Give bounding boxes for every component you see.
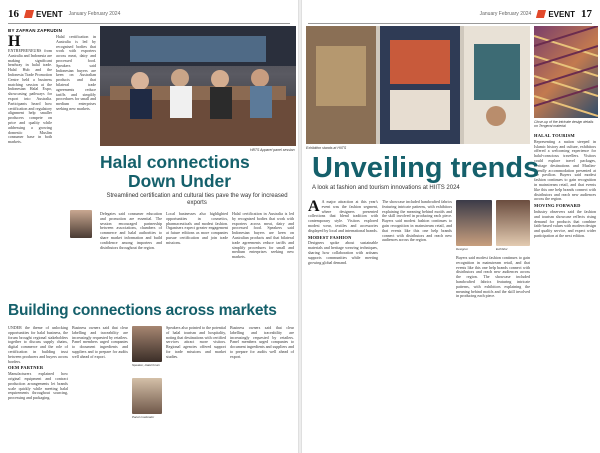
drop-cap: A bbox=[308, 200, 320, 215]
story2-column-1 bbox=[8, 326, 68, 450]
headline: Unveiling trends bbox=[312, 152, 540, 184]
story2-column-1b-text: Manufacturers explained how original equipment and contract production arrangements let brands scale quickly while meeting halal requirements throughout sourcing, processing and packaging. bbox=[8, 371, 68, 401]
section-label bbox=[25, 10, 63, 19]
headline-line-2: Down Under bbox=[128, 171, 232, 191]
story2-column-1-text: UNDER the theme of unlocking opportunities for halal business, the forum brought regional stakeholders together to discuss supply chains, digital commerce and the role of certification in building trust between producers and buyers across borders. bbox=[8, 326, 68, 364]
story2-column-2-text: Business owners said that clear labelling and traceability are increasingly requested by retailers. Panel members urged companies to document ingredients and suppliers and to prepare for audits well ahead of export. bbox=[72, 326, 128, 359]
story-column-3-text: Buyers said modest fashion continues to gain recognition in mainstream retail, and that events like this one help brands connect with distributors and reach new audiences across the region. bbox=[456, 256, 530, 280]
speaker-portrait bbox=[70, 210, 92, 238]
tourism-subhead: HALAL TOURISM bbox=[534, 133, 575, 138]
section-name: EVENT bbox=[548, 9, 575, 19]
designer-portrait-label: Designer bbox=[456, 247, 469, 251]
page-number: 17 bbox=[581, 8, 592, 20]
story2-column-4 bbox=[230, 326, 294, 450]
side-column-text: Representing a nation steeped in Islamic history and culture, exhibitors offered a welcoming experience for halal-conscious travellers. Visitors could explore travel packages, heritage destinations and Muslim-friendly accommodation presented at the pavilion. bbox=[534, 138, 596, 178]
panel-photo-art bbox=[100, 26, 296, 146]
story2-portrait-2 bbox=[132, 378, 162, 414]
moving-forward-subhead: MOVING FORWARD bbox=[534, 203, 581, 209]
photo-caption: HBTS Apparel panel session bbox=[250, 148, 295, 152]
side-column bbox=[534, 132, 596, 450]
exhibitor-portrait bbox=[496, 200, 530, 246]
exhibition-photo bbox=[306, 26, 530, 144]
story-column-1 bbox=[8, 35, 52, 195]
story-column-3-text: Delegates said consumer education and promotion are essential. The session encouraged partnership between associations, chambers of commerce and halal authorities to share market information and build confidence among importers and distributors throughout the region. bbox=[100, 212, 162, 250]
side-column-2-text: Industry observers said the fashion and tourism showcase reflects rising demand for products that combine faith-based values with modern design and quality service, and expect wider participation at the next edition. bbox=[534, 208, 596, 238]
story-column-2-text: Halal certification in Australia is led by recognised bodies that work with exporters across meat, dairy and processed food. Speakers said Indonesian buyers are keen on Australian products and that bilateral trade agreements reduce tariffs and simplify procedures for small and medium enterprises seeking new markets. bbox=[56, 35, 96, 111]
right-page bbox=[302, 0, 600, 453]
side-caption: Close-up of the intricate design details on Tengerai material bbox=[534, 120, 594, 128]
story2-headline: Building connections across markets bbox=[8, 302, 277, 319]
headline-line-1: Halal connections bbox=[100, 152, 250, 172]
standfirst: A look at fashion and tourism innovations at HIITS 2024 bbox=[312, 185, 460, 191]
section-mark-icon bbox=[536, 10, 546, 18]
story-column-3 bbox=[100, 212, 162, 300]
exhibition-photo-art bbox=[306, 26, 530, 144]
issue-date: January February 2024 bbox=[479, 11, 532, 17]
story-column-2-more-text: Buyers said modest fashion continues to gain recognition in mainstream retail, and that events like this one help brands connect with distributors and reach new audiences across the region. bbox=[382, 218, 452, 243]
section-label bbox=[537, 10, 575, 19]
story2-portrait-1-label: Speaker, Halal forum bbox=[132, 363, 161, 367]
story2-column-4-text: Business owners said that clear labelling and traceability are increasingly requested by retailers. Panel members urged companies to document ingredients and suppliers and to prepare for audits well ahead of export. bbox=[230, 326, 294, 359]
story2-column-2 bbox=[72, 326, 128, 450]
story-column-5 bbox=[232, 212, 294, 300]
photo-caption: Exhibition stands at HIITS bbox=[306, 146, 347, 150]
standfirst: Streamlined certification and cultural ties pave the way for increased exports bbox=[106, 193, 288, 206]
panel-photo bbox=[100, 26, 296, 146]
story-column-3-more-text: The showcase included handcrafted fabrics featuring intricate patterns, with exhibitors explaining the meaning behind motifs and the skill involved in producing each piece. bbox=[456, 274, 530, 299]
issue-date: January February 2024 bbox=[68, 11, 121, 17]
story-column-5-text: Halal certification in Australia is led by recognised bodies that work with exporters across meat, dairy and processed food. Speakers said Indonesian buyers are keen on Australian products and that bilateral trade agreements reduce tariffs and simplify procedures for small and medium enterprises seeking new markets. bbox=[232, 212, 294, 260]
fabric-pattern-art bbox=[534, 26, 598, 118]
left-header bbox=[8, 6, 120, 22]
story-column-2 bbox=[382, 200, 452, 450]
section-name: EVENT bbox=[36, 9, 63, 19]
story-column-1b-text: Designers spoke about sustainable materials and heritage weaving techniques, sharing how collaboration with artisans supports communities while meeting growing global demand. bbox=[308, 240, 378, 265]
designer-portrait bbox=[456, 200, 492, 246]
story2-subhead: OEM PARTNER bbox=[8, 365, 44, 371]
story-column-4 bbox=[166, 212, 228, 300]
story-column-1-text: ENTREPRENEURS from Australia and Indonesia are making significant headway in halal trade. Halal Hub and the Indonesia Trade Promotion Centre held a business matching session at the Indonesian Halal Expo, showcasing pathways for export into Australia. Participants heard how certification and regulatory alignment help smaller producers compete on price and quality while addressing a growing domestic Muslim consumer base in both markets. bbox=[8, 48, 52, 145]
story2-column-3 bbox=[166, 326, 226, 450]
section-mark-icon bbox=[24, 10, 34, 18]
story-column-3 bbox=[456, 256, 530, 450]
story-column-2-text: The showcase included handcrafted fabrics featuring intricate patterns, with exhibitors explaining the meaning behind motifs and the skill involved in producing each piece. bbox=[382, 200, 452, 219]
fabric-closeup-photo bbox=[534, 26, 598, 118]
story2-portrait-1 bbox=[132, 326, 162, 362]
story-column-4-text: Local businesses also highlighted opportunities in cosmetics, pharmaceuticals and modest fashion. Organisers expect greater engagement at future editions as more companies pursue certification and join trade missions. bbox=[166, 212, 228, 245]
header-rule bbox=[308, 23, 592, 24]
side-column-more-text: Buyers said modest fashion continues to gain recognition in mainstream retail, and that events like this one help brands connect with distributors and reach new audiences across the region. bbox=[534, 172, 596, 202]
exhibitor-portrait-label: Exhibitor bbox=[496, 247, 508, 251]
story2-column-3-text: Speakers also pointed to the potential of halal tourism and hospitality, noting that destinations with certified services attract more visitors. Regional agencies offered support for trade missions and market studies. bbox=[166, 326, 226, 359]
header-rule bbox=[8, 23, 290, 24]
story-column-2 bbox=[56, 35, 96, 145]
left-page bbox=[0, 0, 298, 453]
right-header bbox=[480, 6, 592, 22]
page-number: 16 bbox=[8, 8, 19, 20]
modest-fashion-subhead: MODEST FASHION bbox=[308, 234, 352, 240]
story-column-1-text: A major attraction at this year's event was the fashion segment, where designers presented collections that blend tradition with contemporary style. Visitors explored modest wear, textiles and accessories displayed by local and international brands. bbox=[308, 200, 378, 233]
byline: BY ZAFRAN ZAPRUDIN bbox=[8, 28, 63, 33]
story-column-1 bbox=[308, 200, 378, 450]
story2-portrait-2-label: Panel moderator bbox=[132, 415, 155, 419]
drop-cap: H bbox=[8, 35, 21, 50]
